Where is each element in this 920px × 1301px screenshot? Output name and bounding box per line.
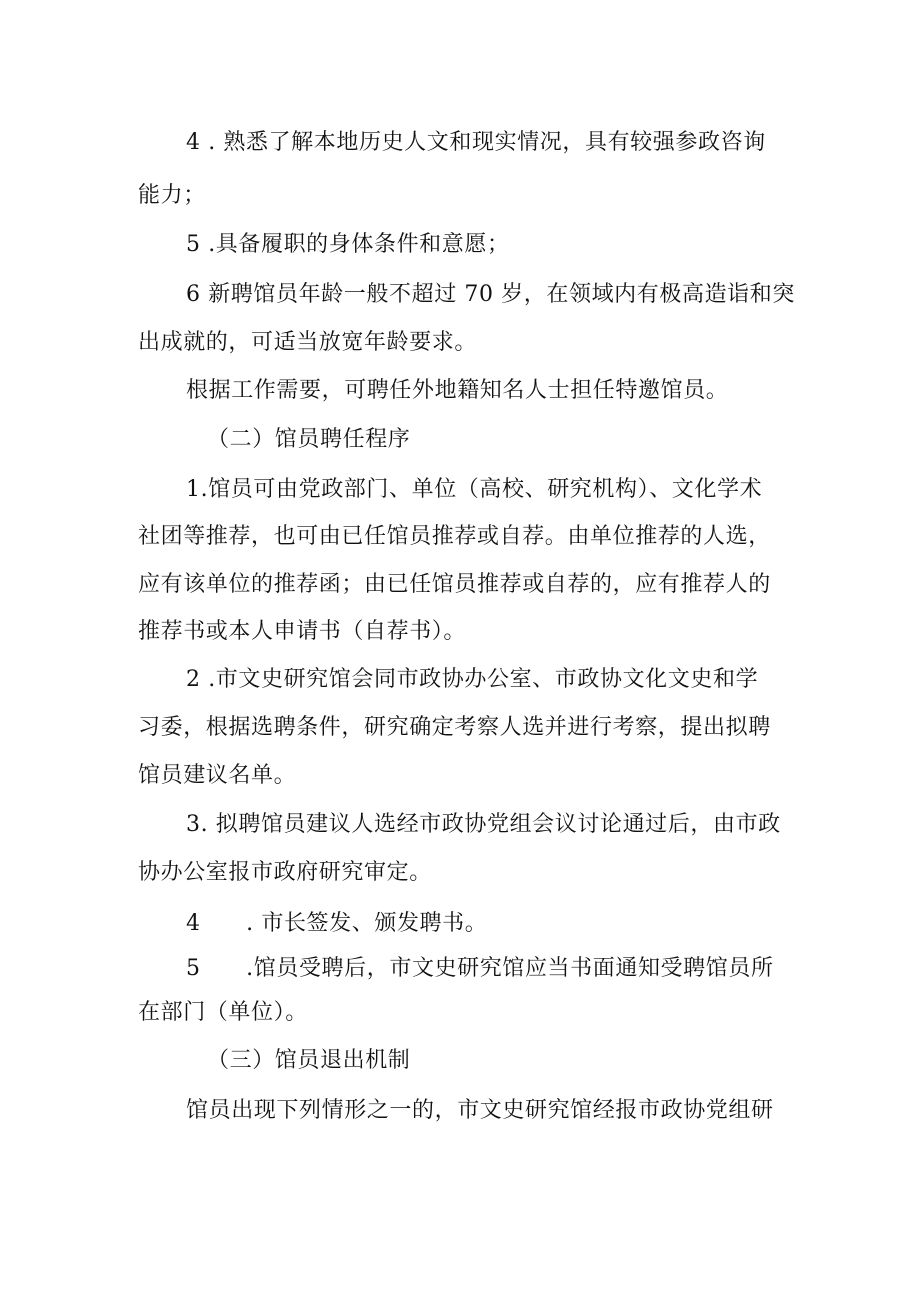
text-line: 6 新聘馆员年龄一般不超过 70 岁，在领域内有极高造诣和突 — [186, 282, 795, 307]
section-heading: （三）馆员退出机制 — [207, 1048, 411, 1073]
text-line: 推荐书或本人申请书（自荐书）。 — [138, 619, 467, 644]
text-line: 协办公室报市政府研究审定。 — [138, 860, 432, 885]
text-line: 社团等推荐，也可由已任馆员推荐或自荐。由单位推荐的人选， — [138, 524, 771, 549]
text-line: 5 .馆员受聘后，市文史研究馆应当书面通知受聘馆员所 — [186, 956, 774, 981]
text-line: 在部门（单位）。 — [138, 1000, 308, 1025]
text-line: 习委，根据选聘条件，研究确定考察人选并进行考察，提出拟聘 — [138, 715, 771, 740]
text-line: 3. 拟聘馆员建议人选经市政协党组会议讨论通过后，由市政 — [186, 812, 781, 837]
text-line: 应有该单位的推荐函；由已任馆员推荐或自荐的，应有推荐人的 — [138, 572, 771, 597]
text-line: 能力； — [138, 183, 206, 208]
text-line: 馆员建议名单。 — [138, 763, 297, 788]
text-line: 4 . 熟悉了解本地历史人文和现实情况，具有较强参政咨询 — [186, 130, 766, 155]
text-line: 4 . 市长签发、颁发聘书。 — [186, 911, 488, 936]
text-line: 馆员出现下列情形之一的，市文史研究馆经报市政协党组研 — [186, 1098, 774, 1123]
text-line: 根据工作需要，可聘任外地籍知名人士担任特邀馆员。 — [186, 378, 729, 403]
text-line: 5 .具备履职的身体条件和意愿； — [186, 232, 510, 257]
text-line: 1.馆员可由党政部门、单位（高校、研究机构）、文化学术 — [186, 477, 763, 502]
section-heading: （二）馆员聘任程序 — [207, 427, 411, 452]
text-line: 2 .市文史研究馆会同市政协办公室、市政协文化文史和学 — [186, 667, 759, 692]
text-line: 出成就的，可适当放宽年龄要求。 — [138, 330, 478, 355]
